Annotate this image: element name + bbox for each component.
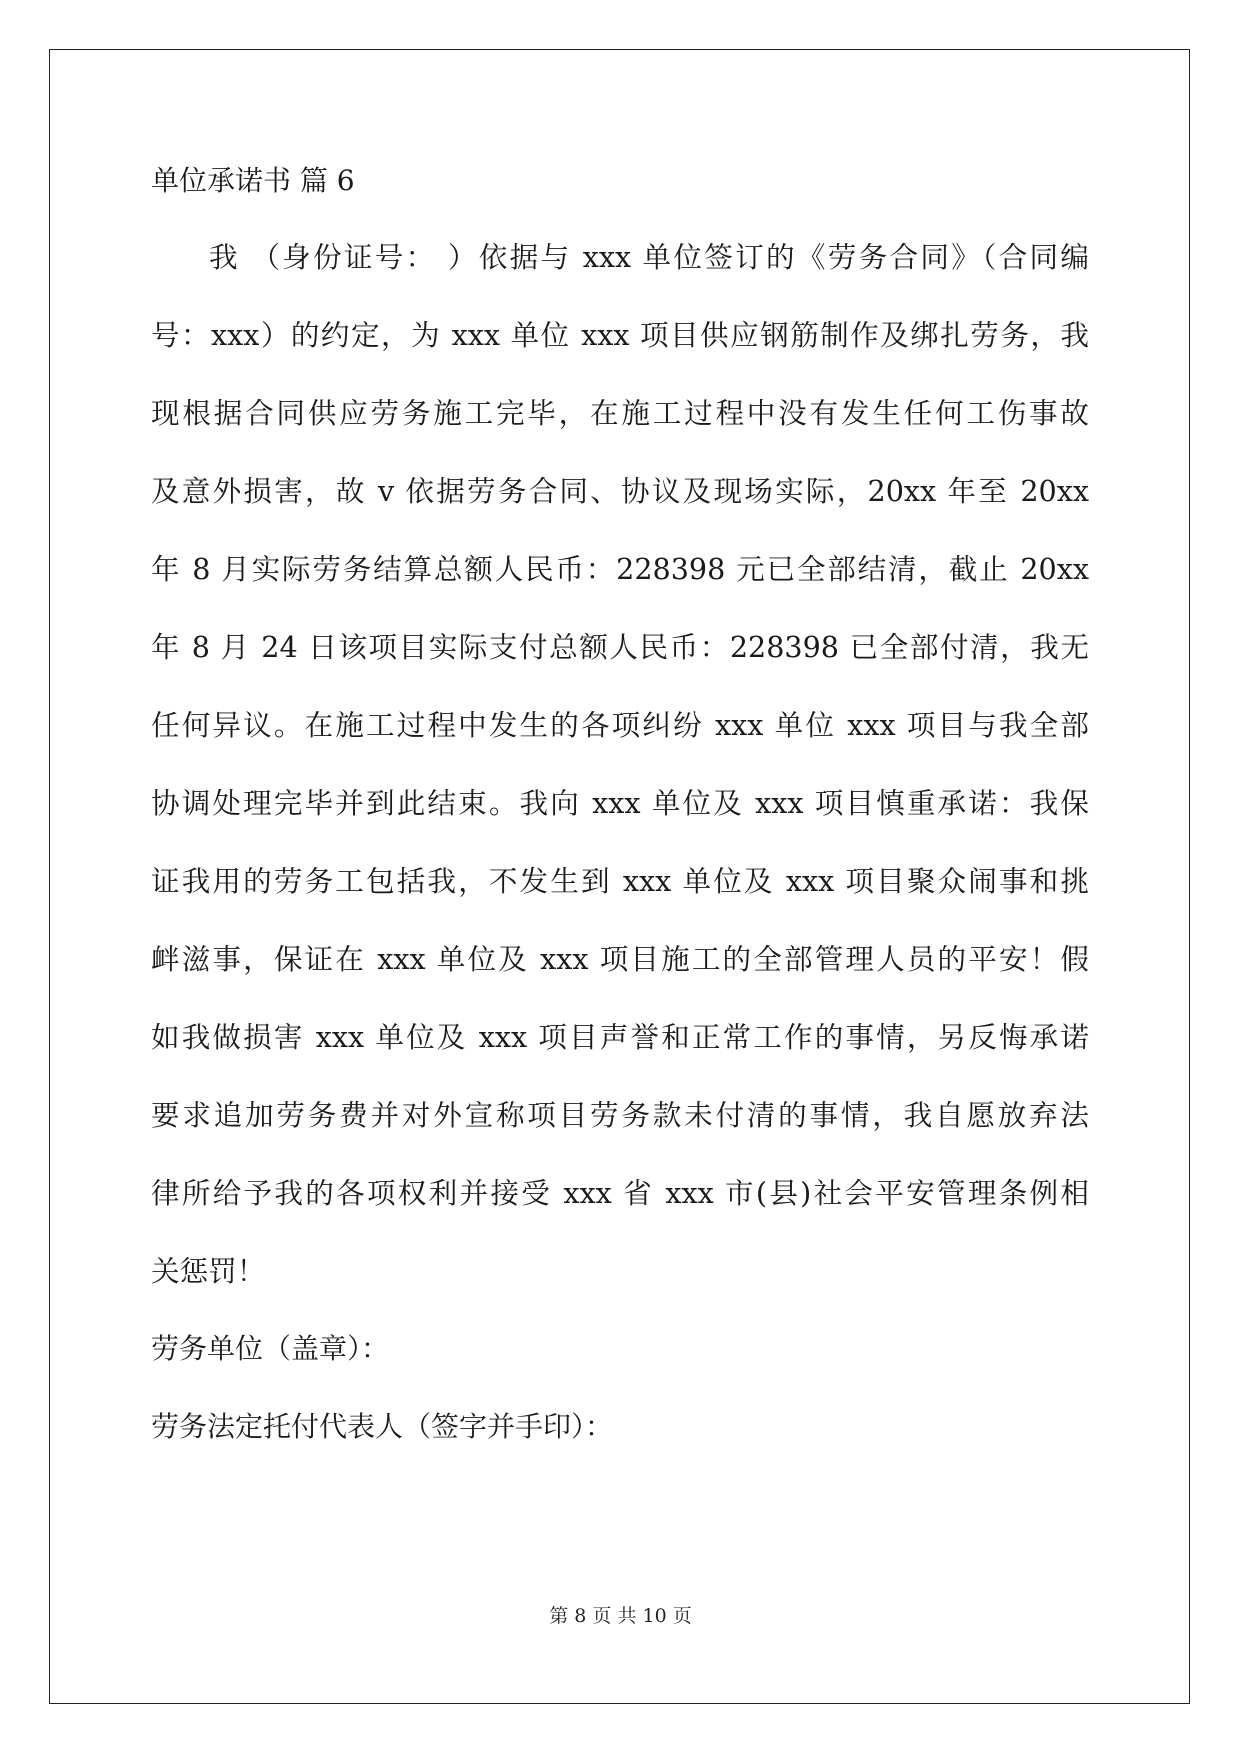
body-line-2: 号：xxx）的约定，为 xxx 单位 xxx 项目供应钢筋制作及绑扎劳务，我 <box>151 318 1089 352</box>
body-line-12: 要求追加劳务费并对外宣称项目劳务款未付清的事情，我自愿放弃法 <box>151 1098 1089 1132</box>
signature-unit-label: 劳务单位（盖章）： <box>151 1332 390 1365</box>
document-title: 单位承诺书 篇 6 <box>151 164 355 197</box>
body-line-1: 我 （身份证号： ）依据与 xxx 单位签订的《劳务合同》（合同编 <box>209 240 1089 274</box>
body-line-3: 现根据合同供应劳务施工完毕，在施工过程中没有发生任何工伤事故 <box>151 396 1089 430</box>
body-line-7: 任何异议。在施工过程中发生的各项纠纷 xxx 单位 xxx 项目与我全部 <box>151 708 1089 742</box>
body-line-14: 关惩罚！ <box>151 1254 266 1288</box>
body-line-10: 衅滋事，保证在 xxx 单位及 xxx 项目施工的全部管理人员的平安！假 <box>151 942 1089 976</box>
body-line-9: 证我用的劳务工包括我，不发生到 xxx 单位及 xxx 项目聚众闹事和挑 <box>151 864 1089 898</box>
document-body <box>151 165 1089 1489</box>
body-line-4: 及意外损害，故 v 依据劳务合同、协议及现场实际，20xx 年至 20xx <box>151 474 1089 508</box>
body-line-6: 年 8 月 24 日该项目实际支付总额人民币：228398 已全部付清，我无 <box>151 630 1089 664</box>
body-line-8: 协调处理完毕并到此结束。我向 xxx 单位及 xxx 项目慎重承诺：我保 <box>151 786 1089 820</box>
body-line-11: 如我做损害 xxx 单位及 xxx 项目声誉和正常工作的事情，另反悔承诺 <box>151 1020 1089 1054</box>
signature-representative-label: 劳务法定托付代表人（签字并手印）： <box>151 1410 614 1443</box>
page-number-footer: 第 8 页 共 10 页 <box>549 1605 692 1627</box>
body-line-5: 年 8 月实际劳务结算总额人民币：228398 元已全部结清，截止 20xx <box>151 552 1089 586</box>
body-line-13: 律所给予我的各项权利并接受 xxx 省 xxx 市(县)社会平安管理条例相 <box>151 1176 1089 1210</box>
